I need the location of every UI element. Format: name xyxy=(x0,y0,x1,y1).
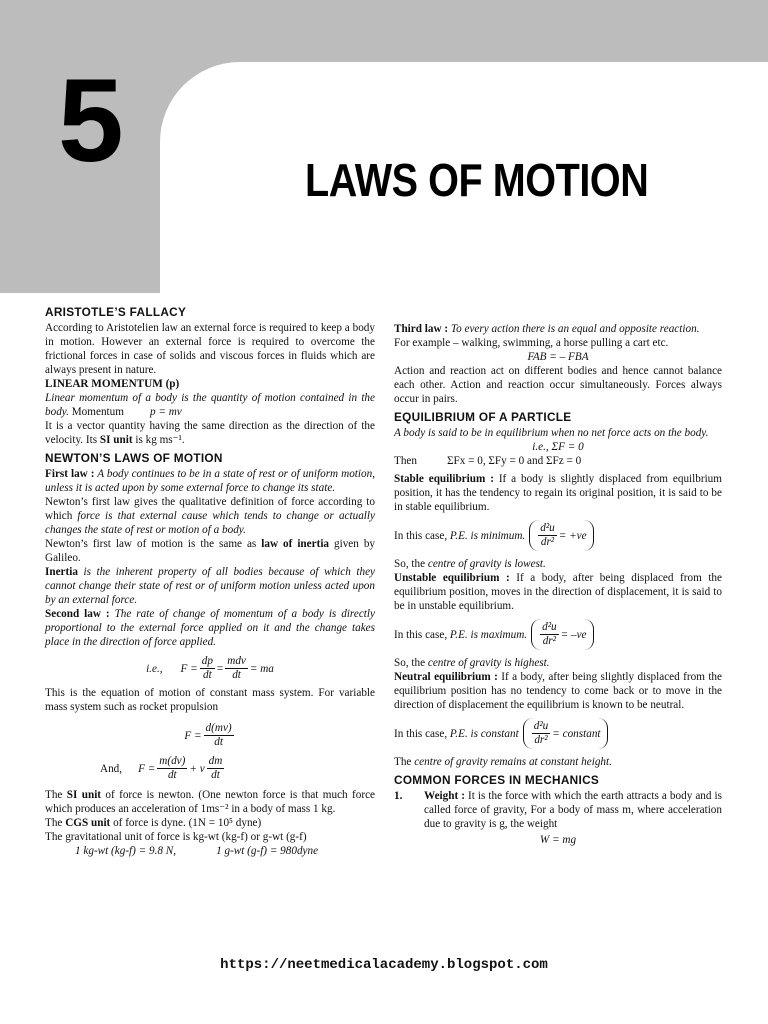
paragraph: The gravitational unit of force is kg-wt (kg-f) or g-wt (g-f) xyxy=(45,831,307,843)
equation: In this case, P.E. is maximum. $\frac{\text{d²u}}{\text{dr²}}$ = –ve xyxy=(394,619,722,650)
equation: FAB = – FBA xyxy=(527,351,589,363)
paragraph: It is a vector quantity having the same direction as the direction of the velocity. Its SI unit is kg ms⁻¹. xyxy=(45,420,375,446)
footer-url[interactable]: https://neetmedicalacademy.blogspot.com xyxy=(220,957,548,973)
paragraph: Linear momentum of a body is the quantity of motion contained in the body. Momentum p = mv xyxy=(45,392,375,418)
section-heading: ARISTOTLE’S FALLACY xyxy=(45,305,187,319)
equation: i.e., ΣF = 0 xyxy=(532,441,584,453)
equation: In this case, P.E. is constant $\frac{\text{d²u}}{\text{dr²}}$ = constant xyxy=(394,718,722,749)
equation: p = mv xyxy=(149,406,182,418)
paragraph: The CGS unit of force is dyne. (1N = 10⁵ dyne) xyxy=(45,817,262,829)
chapter-number: 5 xyxy=(58,55,124,187)
section-heading: EQUILIBRIUM OF A PARTICLE xyxy=(394,410,572,424)
right-column xyxy=(394,322,722,847)
paragraph: For example – walking, swimming, a horse pulling a cart etc. xyxy=(394,337,669,349)
equation: W = mg xyxy=(539,834,577,846)
paragraph: This is the equation of motion of constant mass system. For variable mass system such as rocket propulsion xyxy=(45,687,375,713)
paragraph: The SI unit of force is newton. (One newton force is that much force which produces an acceleration of 1ms⁻² in a body of mass 1 kg. xyxy=(45,789,376,815)
equation: Then ΣFx = 0, ΣFy = 0 and ΣFz = 0 xyxy=(394,455,582,467)
paragraph: Unstable equilibrium : If a body, after being displaced from the equilibrium position, moves in the direction of displacement, it is said to be in unstable equilibrium. xyxy=(394,572,722,612)
subheading: LINEAR MOMENTUM (p) xyxy=(45,378,180,390)
section-heading: COMMON FORCES IN MECHANICS xyxy=(394,773,600,787)
chapter-title: LAWS OF MOTION xyxy=(305,154,649,206)
paragraph: Second law : The rate of change of momentum of a body is directly proportional to the external force applied on it and the change takes place in the direction of force applied. xyxy=(45,608,375,648)
equation: F = $\frac{d(mv)}{dt}$ xyxy=(184,722,232,748)
paragraph: The centre of gravity remains at constant height. xyxy=(394,756,612,768)
paragraph: Action and reaction act on different bodies and hence cannot balance each other. Action and reaction occur simultaneously. Forces always occur in pairs. xyxy=(394,365,722,405)
paragraph: According to Aristotelien law an external force is required to keep a body in motion. However an external force is required to overcome the frictional forces in case of solids and viscous forces in fluids which are always present in nature. xyxy=(45,322,375,376)
paragraph: Third law : To every action there is an equal and opposite reaction. xyxy=(394,323,700,335)
paragraph: Inertia is the inherent property of all bodies because of which they cannot change their state of rest or of uniform motion unless acted upon by an external force. xyxy=(45,566,375,606)
paragraph: So, the centre of gravity is highest. xyxy=(394,657,550,669)
left-column xyxy=(45,305,375,858)
paragraph: First law : A body continues to be in a state of rest or of uniform motion, unless it is acted upon by some external force to change its state. xyxy=(45,468,375,494)
paragraph: Newton’s first law gives the qualitative definition of force according to which force is that external cause which tends to change or actually changes the state of rest or motion of a body. xyxy=(45,496,375,536)
paragraph: A body is said to be in equilibrium when no net force acts on the body. xyxy=(394,427,709,439)
equation: i.e., F = $\frac{dp}{dt}$ = $\frac{\text{mdv}}{dt}$ = ma xyxy=(146,655,274,681)
equation: In this case, P.E. is minimum. $\frac{\text{d²u}}{\text{dr²}}$ = +ve xyxy=(394,520,722,551)
paragraph: So, the centre of gravity is lowest. xyxy=(394,558,546,570)
paragraph: Newton’s first law of motion is the same as law of inertia given by Galileo. xyxy=(45,538,376,564)
paragraph: Stable equilibrium : If a body is slightly displaced from equilbrium position, it has the tendency to regain its original position, it is said to be in stable equilibrium. xyxy=(394,473,722,513)
equation: 1 kg-wt (kg-f) = 9.8 N, 1 g-wt (g-f) = 980dyne xyxy=(75,845,319,857)
paragraph: Neutral equilibrium : If a body, after being slightly displaced from the equilibrium position has no tendency to come back or to move in the direction of displacement the equilibrium is known to be neutral. xyxy=(394,671,722,711)
section-heading: NEWTON’S LAWS OF MOTION xyxy=(45,451,223,465)
equation: And, F = $\frac{m(dv)}{dt}$ + v $\frac{dm}{dt}$ xyxy=(100,755,223,781)
list-item: 1. Weight : It is the force with which the earth attracts a body and is called force of gravity, For a body of mass m, where acceleration due to gravity is g, the weight xyxy=(394,790,723,830)
